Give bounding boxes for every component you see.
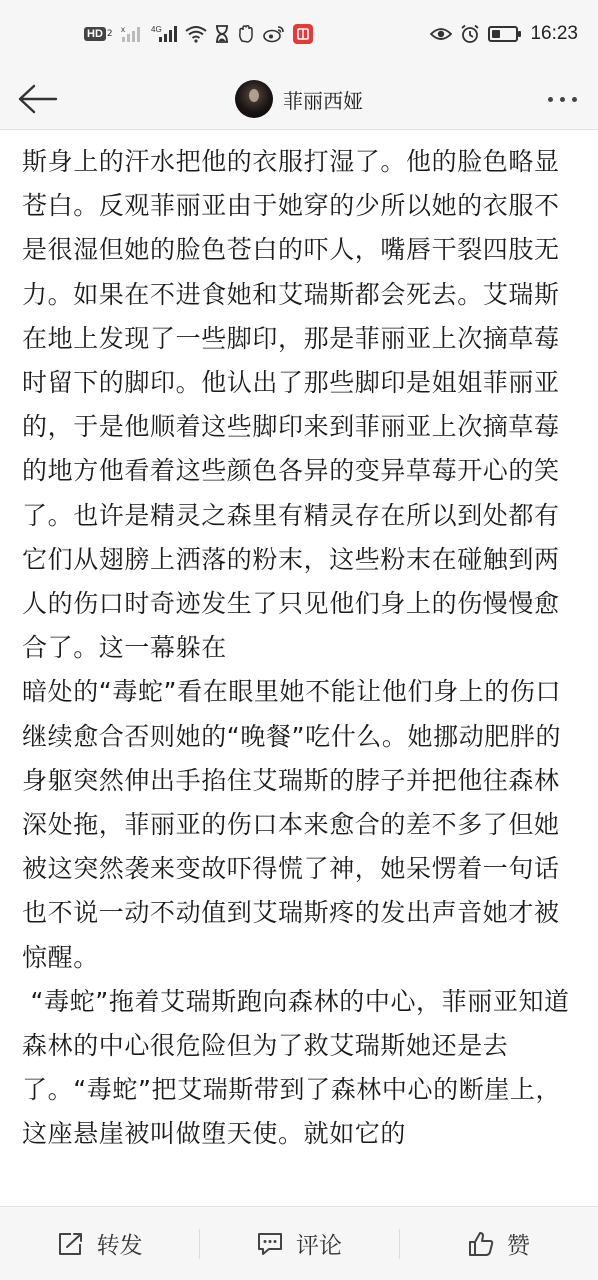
back-button[interactable] — [12, 76, 62, 122]
bottom-action-bar — [0, 1206, 598, 1280]
network-label: 4G — [150, 25, 162, 34]
battery-icon — [488, 22, 518, 46]
back-arrow-icon — [16, 83, 58, 115]
battery-level — [492, 30, 500, 38]
signal-icon — [121, 22, 143, 46]
more-button[interactable] — [540, 82, 584, 116]
hd-icon: HD 2 — [84, 22, 113, 46]
book-app-icon — [293, 24, 313, 44]
wifi-icon — [185, 22, 207, 46]
status-right-icons — [430, 20, 578, 48]
hand-icon — [237, 22, 255, 46]
article-paragraph: “毒蛇”拖着艾瑞斯跑向森林的中心，菲丽亚知道森林的中心很危险但为了救艾瑞斯她还是去了。“毒蛇”把艾瑞斯带到了森林中心的断崖上，这座悬崖被叫做堕天使。就如它的 — [22, 986, 570, 1149]
signal-4g-icon — [151, 22, 177, 46]
weibo-icon — [263, 22, 285, 46]
article-paragraph: 斯身上的汗水把他的衣服打湿了。他的脸色略显苍白。反观菲丽亚由于她穿的少所以她的衣服不是很湿但她的脸色苍白的吓人，嘴唇干裂四肢无力。如果在不进食她和艾瑞斯都会死去。艾瑞斯在地上发现了一些脚印，那是菲丽亚上次摘草莓时留下的脚印。他认出了那些脚印是姐姐菲丽亚的，于是他顺着这些脚印来到菲丽亚上次摘草莓的地方他看着这些颜色各异的变异草莓开心的笑了。也许是精灵之森里有精灵存在所以到处都有它们从翅膀上洒落的粉末，这些粉末在碰触到两人的伤口时奇迹发生了只见他们身上的伤慢慢愈合了。这一幕躲在 — [22, 147, 560, 663]
repost-label: 转发 — [96, 1233, 143, 1259]
avatar[interactable] — [235, 80, 273, 118]
article-body — [22, 140, 582, 1204]
nav-bar — [0, 68, 598, 130]
hourglass-icon — [215, 22, 229, 46]
comment-icon — [256, 1231, 284, 1257]
repost-button[interactable] — [0, 1207, 199, 1280]
comment-label: 评论 — [295, 1233, 342, 1259]
page-title[interactable]: 菲丽西娅 — [283, 88, 363, 113]
alarm-icon — [460, 22, 480, 46]
article-paragraph: 暗处的“毒蛇”看在眼里她不能让他们身上的伤口继续愈合否则她的“晚餐”吃什么。她挪动肥胖的身躯突然伸出手掐住艾瑞斯的脖子并把他往森林深处拖，菲丽亚的伤口本来愈合的差不多了但她被这突然袭来变故吓得慌了神，她呆愣着一句话也不说一动不动值到艾瑞斯疼的发出声音她才被惊醒。 — [22, 677, 562, 972]
like-label: 赞 — [506, 1233, 530, 1259]
eye-icon — [430, 22, 452, 46]
status-bar — [0, 0, 598, 68]
more-icon-dot — [560, 97, 565, 102]
more-icon-dot — [572, 97, 577, 102]
comment-button[interactable] — [199, 1207, 398, 1280]
nav-title-group — [0, 68, 598, 130]
thumbs-up-icon — [467, 1231, 495, 1257]
status-left-icons — [84, 20, 313, 48]
repost-icon — [57, 1231, 85, 1257]
like-button[interactable] — [399, 1207, 598, 1280]
svg-text:x: x — [120, 25, 125, 34]
status-time: 16:23 — [530, 23, 578, 44]
more-icon — [548, 97, 553, 102]
